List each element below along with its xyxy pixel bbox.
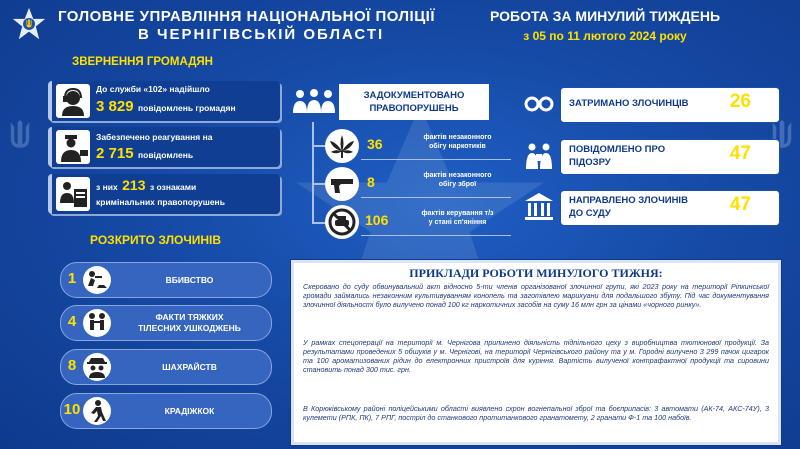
appeals-criminal-post: кримінальних правопорушень: [96, 197, 225, 207]
stat-suspicion-label: [569, 143, 665, 169]
solved-assault-label-line1: ФАКТИ ТЯЖКИХ: [155, 312, 224, 322]
solved-item-fraud: [60, 349, 272, 385]
solved-theft-number: 10: [63, 401, 81, 418]
solved-murder-label: ВБИВСТВО: [165, 275, 214, 285]
documented-connector: [312, 122, 314, 224]
documented-drugs-line2: обігу наркотиків: [429, 143, 486, 150]
documented-heading-line2: ПРАВОПОРУШЕНЬ: [369, 103, 459, 114]
stat-suspicion-label-line1: ПОВІДОМЛЕНО ПРО: [569, 144, 666, 155]
stat-court-label: [569, 194, 688, 220]
stat-suspicion-card: [560, 139, 780, 175]
solved-heading: РОЗКРИТО ЗЛОЧИНІВ: [90, 233, 222, 247]
documented-drugs-underline: [361, 159, 511, 160]
header-title-line2: В ЧЕРНІГІВСЬКІЙ ОБЛАСТІ: [138, 26, 385, 43]
week-report-title: РОБОТА ЗА МИНУЛИЙ ТИЖДЕНЬ: [489, 8, 721, 24]
stat-court-label-line1: НАПРАВЛЕНО ЗЛОЧИНІВ: [569, 195, 688, 206]
examples-title: ПРИКЛАДИ РОБОТИ МИНУЛОГО ТИЖНЯ:: [409, 266, 663, 280]
documented-drunk-text: [405, 209, 510, 227]
documented-row-drunk-driving: [325, 205, 512, 239]
documented-weapons-text: [405, 171, 510, 189]
week-report-dates: з 05 по 11 лютого 2024 року: [523, 29, 687, 43]
appeals-criminal-number: 213: [122, 177, 146, 193]
solved-item-murder: [60, 262, 272, 298]
connector-branch-3: [312, 222, 326, 224]
documented-drunk-underline: [361, 235, 511, 236]
example-paragraph-2: У рамках спецоперації на території м. Чернігова припинено діяльність підпільного цеху з виробництва тютюнової продукції. За результатами проведених 5 обшуків у м. Чернігові, на території Чернігівського району та у м. Городні вилучено 3 299 пачок цигарок та 100 ароматизованих рідин до електронних пристроїв для куріння. Вартість вилученої контрафактної продукції та сировини становить понад 300 тис. грн.: [303, 338, 769, 374]
documented-drunk-line1: фактів керування т/з: [421, 210, 494, 217]
appeals-card-response: [48, 127, 280, 167]
solved-fraud-number: 8: [67, 357, 77, 374]
appeals-heading: ЗВЕРНЕННЯ ГРОМАДЯН: [72, 56, 213, 68]
documented-drugs-number: 36: [367, 136, 383, 152]
solved-assault-number: 4: [67, 313, 77, 330]
appeals-response-pre: Забезпечено реагування на: [96, 132, 213, 142]
police-officer-icon: [56, 130, 90, 164]
trident-watermark-left: [8, 120, 32, 150]
documented-weapons-underline: [361, 197, 511, 198]
example-paragraph-1: Скеровано до суду обвинувальний акт відносно 5-ти членів організованої злочинної групи, які 2023 року на території Ріпкинської громади займались незаконним культивуванням конопель та заготівлею марихуани для подальшого збуту. Під час документування злочинної діяльності було вилучено понад 100 кг наркотичних засобів на суму 16 млн грн за цінами «чорного ринку».: [303, 282, 769, 309]
documented-drugs-text: [405, 133, 510, 151]
criminal-case-icon: [56, 177, 90, 211]
operator-headset-icon: [56, 84, 90, 118]
solved-item-theft: [60, 393, 272, 429]
appeals-criminal-inline: з ознаками: [149, 182, 197, 192]
stat-suspicion-label-line2: ПІДОЗРУ: [569, 157, 611, 168]
example-paragraph-3: В Корюківському районі поліцейськими області виявлено схрон вогнепальної зброї та боєприпасів: 3 автомати (АК-74, АКС-74У), 3 кулемети (РПК, ПК), 7 РПГ, постріл до станкового протитанкового гранатомету, 2 гранати Ф-1 та 100 набоїв.: [303, 404, 769, 422]
stat-court-label-line2: ДО СУДУ: [569, 208, 611, 219]
appeals-102-post: повідомлень громадян: [138, 103, 236, 113]
header-title-line1: ГОЛОВНЕ УПРАВЛІННЯ НАЦІОНАЛЬНОЇ ПОЛІЦІЇ: [58, 8, 435, 25]
appeals-criminal-pre: з них: [96, 182, 118, 192]
murder-icon: [83, 266, 111, 294]
appeals-102-number: 3 829: [96, 98, 134, 115]
appeals-card-criminal: [48, 174, 280, 214]
stat-suspicion-number: 47: [729, 143, 751, 164]
connector-branch-1: [312, 145, 326, 147]
solved-assault-label-line2: ТІЛЕСНИХ УШКОДЖЕНЬ: [138, 323, 241, 333]
documented-drugs-line1: фактів незаконного: [423, 134, 492, 141]
solved-assault-label: [116, 312, 263, 334]
police-logo-icon: [12, 6, 46, 42]
cannabis-leaf-icon: [325, 129, 359, 163]
solved-theft-label: КРАДІЖКОК: [164, 406, 215, 416]
solved-fraud-label: ШАХРАЙСТВ: [162, 362, 217, 372]
appeals-102-pre: До служби «102» надійшло: [96, 84, 210, 94]
courthouse-icon: [522, 190, 556, 224]
pistol-icon: [325, 167, 359, 201]
solved-item-assault: [60, 305, 272, 341]
documented-drunk-line2: у стані сп'яніння: [428, 219, 487, 226]
stat-court-card: [560, 190, 780, 226]
appeals-response-post: повідомлень: [138, 150, 194, 160]
documented-weapons-line2: обігу зброї: [438, 181, 477, 188]
documented-heading-box: [339, 84, 489, 120]
documented-weapons-line1: фактів незаконного: [423, 172, 492, 179]
no-drunk-driving-icon: [325, 205, 359, 239]
stat-detained-card: [560, 87, 780, 123]
appeals-card-102: [48, 81, 280, 121]
documented-weapons-number: 8: [367, 174, 375, 190]
assault-icon: [83, 309, 111, 337]
examples-box: [290, 259, 782, 446]
stat-detained-label: ЗАТРИМАНО ЗЛОЧИНЦІВ: [569, 98, 689, 109]
documented-row-drugs: [325, 129, 512, 163]
solved-murder-number: 1: [67, 270, 77, 287]
handcuffs-icon: [522, 87, 556, 121]
suspicion-notice-icon: [522, 139, 556, 173]
officers-group-icon: [291, 87, 337, 113]
connector-branch-2: [312, 183, 326, 185]
documented-drunk-number: 106: [365, 212, 389, 228]
theft-icon: [83, 397, 111, 425]
appeals-response-number: 2 715: [96, 145, 134, 162]
stat-court-number: 47: [729, 194, 751, 215]
stat-detained-number: 26: [729, 91, 751, 112]
documented-heading-line1: ЗАДОКУМЕНТОВАНО: [363, 90, 465, 101]
documented-row-weapons: [325, 167, 512, 201]
fraud-icon: [83, 353, 111, 381]
